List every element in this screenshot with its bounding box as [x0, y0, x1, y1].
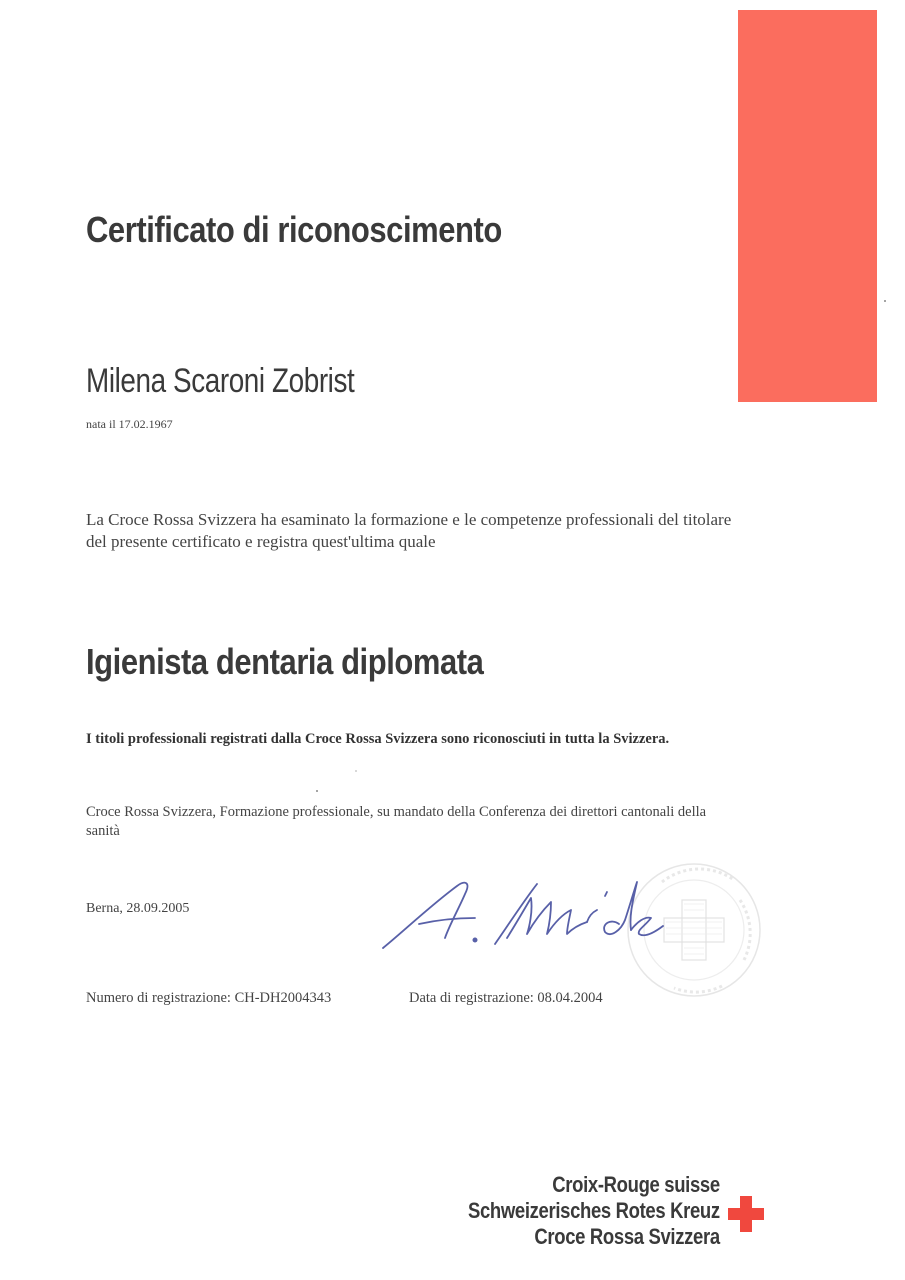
red-cross-icon — [726, 1194, 766, 1234]
logo-line-italian: Croce Rossa Svizzera — [534, 1224, 720, 1249]
place-and-date: Berna, 28.09.2005 — [86, 901, 190, 916]
logo-line-french: Croix-Rouge suisse — [552, 1172, 720, 1197]
registration-number: Numero di registrazione: CH-DH2004343 — [86, 990, 332, 1006]
red-cross-logo — [440, 1172, 770, 1254]
scan-speck — [355, 770, 357, 772]
logo-line-german: Schweizerisches Rotes Kreuz — [468, 1198, 720, 1223]
holder-name: Milena Scaroni Zobrist — [86, 362, 355, 400]
birth-date: nata il 17.02.1967 — [86, 417, 173, 431]
scan-speck — [316, 790, 318, 792]
logo-text — [420, 1172, 720, 1250]
certificate-title: Certificato di riconoscimento — [86, 209, 502, 250]
scan-speck — [884, 300, 886, 302]
statement-text: La Croce Rossa Svizzera ha esaminato la formazione e le competenze professionali del titolare del presente certificato e registra quest'ultima quale — [86, 510, 732, 551]
signature-icon — [375, 872, 670, 958]
registration-date: Data di registrazione: 08.04.2004 — [409, 990, 603, 1006]
red-color-band — [738, 10, 877, 402]
mandate-text: Croce Rossa Svizzera, Formazione professionale, su mandato della Conferenza dei direttori cantonali della sanità — [86, 804, 707, 839]
profession-title: Igienista dentaria diplomata — [86, 641, 484, 682]
recognition-notice: I titoli professionali registrati dalla Croce Rossa Svizzera sono riconosciuti in tutta la Svizzera. — [86, 731, 670, 747]
